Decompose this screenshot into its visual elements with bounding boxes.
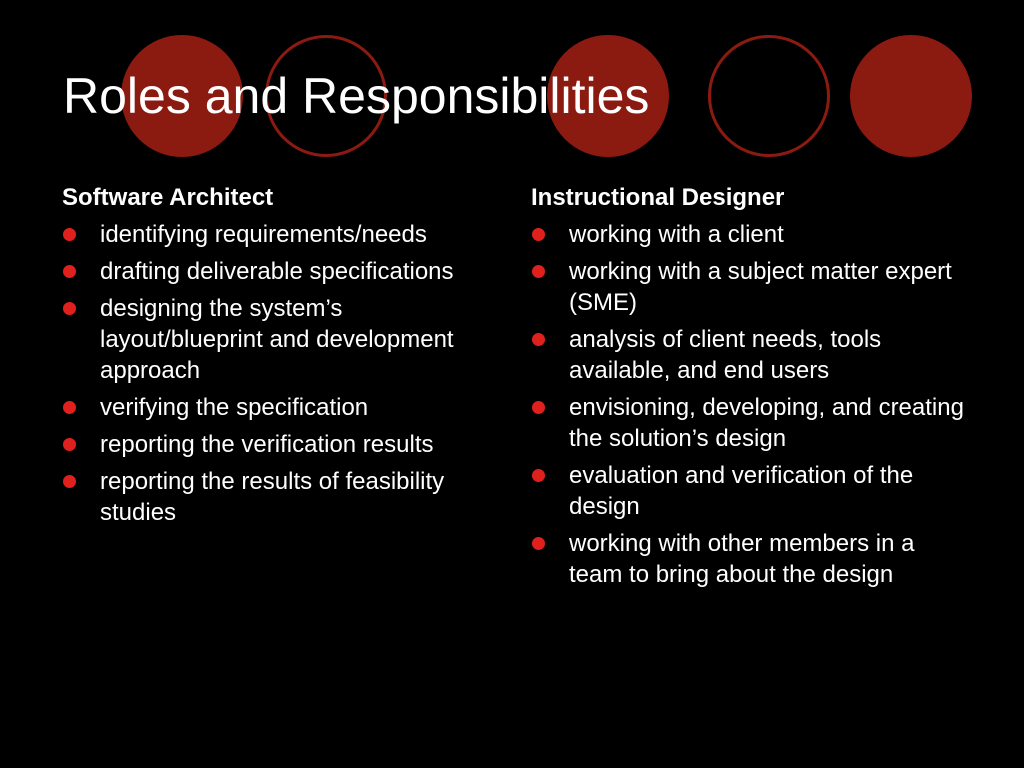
list-item	[531, 528, 971, 590]
list-item-text: verifying the specification	[100, 394, 369, 421]
list-item	[531, 256, 971, 318]
list-item-text: identifying requirements/needs	[100, 221, 427, 248]
bullet-icon	[63, 401, 76, 414]
decorative-circle-outline	[708, 35, 830, 157]
bullet-icon	[532, 228, 545, 241]
bullet-icon	[63, 265, 76, 278]
list-item	[62, 256, 502, 287]
bullet-list	[62, 219, 502, 528]
bullet-icon	[532, 333, 545, 346]
list-item-text: analysis of client needs, tools available, and end users	[569, 326, 882, 384]
software-architect-column	[62, 182, 502, 534]
list-item	[531, 324, 971, 386]
bullet-icon	[63, 302, 76, 315]
list-item	[62, 293, 502, 386]
bullet-icon	[63, 438, 76, 451]
list-item-text: reporting the results of feasibility studies	[100, 468, 445, 526]
list-item	[531, 219, 971, 250]
bullet-list	[531, 219, 971, 590]
column-heading: Instructional Designer	[531, 184, 785, 211]
slide-title: Roles and Responsibilities	[63, 68, 650, 124]
bullet-icon	[532, 401, 545, 414]
list-item	[62, 219, 502, 250]
list-item	[62, 392, 502, 423]
bullet-icon	[63, 228, 76, 241]
instructional-designer-column	[531, 182, 971, 596]
list-item	[62, 429, 502, 460]
bullet-icon	[532, 469, 545, 482]
column-heading: Software Architect	[62, 184, 274, 211]
list-item-text: working with a subject matter expert (SME)	[569, 258, 952, 316]
list-item-text: designing the system’s layout/blueprint and development approach	[100, 295, 454, 384]
list-item-text: reporting the verification results	[100, 431, 434, 458]
bullet-icon	[63, 475, 76, 488]
list-item	[62, 466, 502, 528]
list-item-text: envisioning, developing, and creating the solution’s design	[569, 394, 964, 452]
decorative-circle-filled	[850, 35, 972, 157]
list-item	[531, 460, 971, 522]
bullet-icon	[532, 537, 545, 550]
list-item-text: working with a client	[569, 221, 784, 248]
bullet-icon	[532, 265, 545, 278]
list-item	[531, 392, 971, 454]
list-item-text: evaluation and verification of the design	[569, 462, 914, 520]
list-item-text: drafting deliverable specifications	[100, 258, 454, 285]
list-item-text: working with other members in a team to bring about the design	[569, 530, 915, 588]
